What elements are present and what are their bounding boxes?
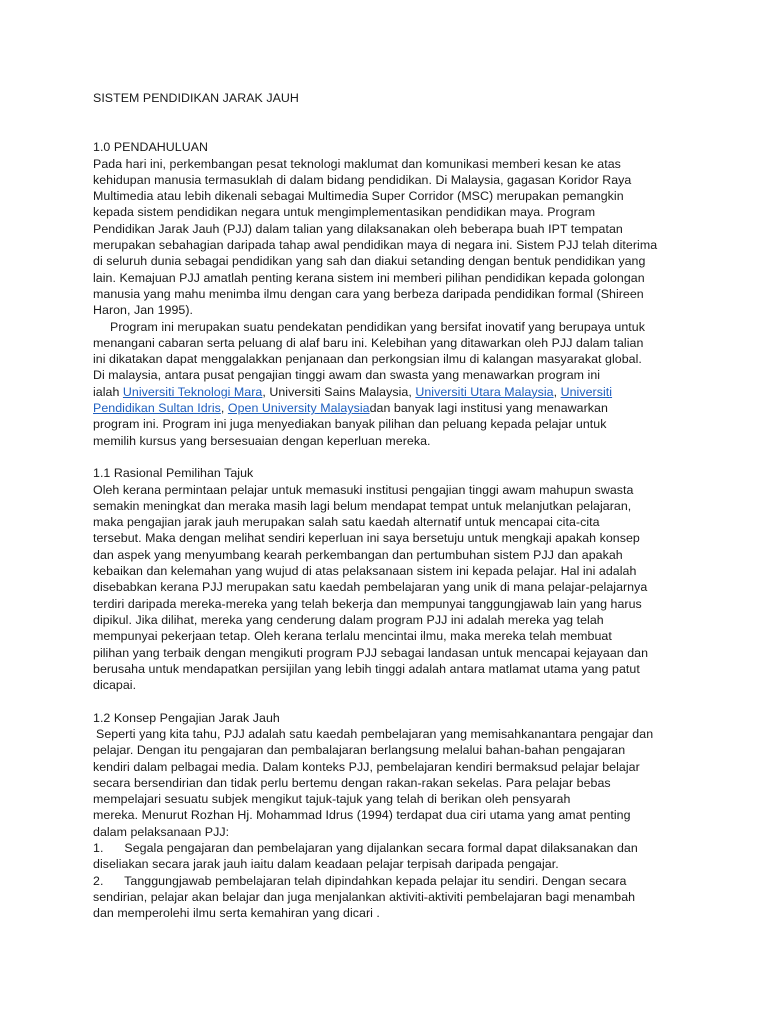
text-line: merupakan sebahagian daripada tahap awal pendidikan maya di negara ini. Sistem PJJ telah diterima: [93, 238, 658, 253]
text-line: dipikul. Jika dilihat, mereka yang cenderung dalam program PJJ ini adalah mereka yag telah: [93, 612, 604, 627]
paragraph-pendahuluan-2: [93, 319, 680, 449]
text-line: tersebut. Maka dengan melihat sendiri keperluan ini saya bersetuju untuk mengkaji apakah konsep: [93, 531, 640, 546]
text-line: Multimedia atau lebih dikenali sebagai Multimedia Super Corridor (MSC) merupakan pemangkin: [93, 189, 624, 204]
text-line: program ini. Program ini juga menyediakan banyak pilihan dan peluang kepada pelajar untuk: [93, 417, 607, 432]
text-span: ,: [220, 401, 228, 416]
text-line: semakin meningkat dan meraka masih lagi belum mendapat tempat untuk melanjutkan pelajaran,: [93, 498, 632, 513]
text-line: diseliakan secara jarak jauh iaitu dalam keadaan pelajar terpisah daripada pengajar.: [93, 857, 559, 872]
text-line: kepada sistem pendidikan negara untuk mengimplementasikan pendidikan maya. Program: [93, 205, 596, 220]
paragraph-konsep: [93, 726, 680, 922]
text-line: dan aspek yang menyumbang kearah perkembangan dan pertumbuhan sistem PJJ dan apakah: [93, 547, 623, 562]
text-line: Oleh kerana permintaan pelajar untuk memasuki institusi pengajian tinggi awam mahupun swasta: [93, 482, 634, 497]
text-line: dicapai.: [93, 678, 137, 693]
text-line: maka pengajian jarak jauh merupakan salah satu kaedah alternatif untuk mencapai cita-cita: [93, 515, 600, 530]
text-line: Di malaysia, antara pusat pengajian tinggi awam dan swasta yang menawarkan program ini: [93, 368, 601, 383]
text-line: ini dikatakan dapat menggalakkan penjanaan dan perkongsian ilmu di kalangan masyarakat global.: [93, 352, 642, 367]
list-item: 2. Tanggungjawab pembelajaran telah dipindahkan kepada pelajar itu sendiri. Dengan secara: [93, 873, 627, 888]
text-line: Program ini merupakan suatu pendekatan pendidikan yang bersifat inovatif yang berupaya untuk: [110, 319, 645, 334]
text-line: Seperti yang kita tahu, PJJ adalah satu kaedah pembelajaran yang memisahkanantara pengajar dan: [96, 726, 654, 741]
text-line: mempunyai pekerjaan tetap. Oleh kerana terlalu mencintai ilmu, maka mereka telah membuat: [93, 629, 612, 644]
text-line: Pendidikan Jarak Jauh (PJJ) dalam talian yang dilaksanakan oleh beberapa buah IPT tempatan: [93, 221, 623, 236]
link-universiti-teknologi-mara[interactable]: Universiti Teknologi Mara: [122, 384, 263, 399]
spacer: [93, 449, 680, 465]
list-item: 1. Segala pengajaran dan pembelajaran yang dijalankan secara formal dapat dilaksanakan dan: [93, 841, 638, 856]
text-line: berusaha untuk mendapatkan persijilan yang lebih tinggi adalah antara matlamat utama yang patut: [93, 661, 640, 676]
text-line: manusia yang mahu menimba ilmu dengan cara yang berbeza daripada pendidikan formal (Shireen: [93, 286, 644, 301]
link-universiti-pendidikan-sultan-idris[interactable]: Universiti: [560, 384, 613, 399]
text-line: memilih kursus yang bersesuaian dengan keperluan mereka.: [93, 433, 431, 448]
paragraph-pendahuluan-1: [93, 156, 680, 319]
text-line: mereka. Menurut Rozhan Hj. Mohammad Idrus (1994) terdapat dua ciri utama yang amat penting: [93, 808, 631, 823]
document-title: SISTEM PENDIDIKAN JARAK JAUH: [93, 91, 299, 105]
text-line: kehidupan manusia termasuklah di dalam bidang pendidikan. Di Malaysia, gagasan Koridor Raya: [93, 172, 632, 187]
text-line: disebabkan kerana PJJ merupakan satu kaedah pembelajaran yang unik di mana pelajar-pelajarnya: [93, 580, 648, 595]
text-line-with-links: [93, 384, 680, 400]
text-line: terdiri daripada mereka-mereka yang telah bekerja dan mempunyai tanggungjawab lain yang harus: [93, 596, 642, 611]
section-heading-pendahuluan: 1.0 PENDAHULUAN: [93, 140, 209, 155]
text-line: lain. Kemajuan PJJ amatlah penting kerana sistem ini memberi pilihan pendidikan kepada golongan: [93, 270, 645, 285]
text-line: sendirian, pelajar akan belajar dan juga menjalankan aktiviti-aktiviti pembelajaran bagi menambah: [93, 889, 636, 904]
text-span: ,: [553, 384, 561, 399]
text-line: kebaikan dan kelemahan yang wujud di atas pelaksanaan sistem ini kepada pelajar. Hal ini adalah: [93, 564, 637, 579]
text-line: Pada hari ini, perkembangan pesat teknologi maklumat dan komunikasi memberi kesan ke atas: [93, 156, 621, 171]
text-span: ialah: [93, 384, 123, 399]
text-line: mempelajari sesuatu subjek mengikut tajuk-tajuk yang telah di berikan oleh pensyarah: [93, 792, 571, 807]
text-line: Haron, Jan 1995).: [93, 303, 194, 318]
text-line: di seluruh dunia sebagai pendidikan yang sah dan diakui setanding dengan bentuk pendidikan yang: [93, 254, 646, 269]
text-line: pilihan yang terbaik dengan mengikuti program PJJ sebagai landasan untuk mencapai kejayaan dan: [93, 645, 649, 660]
text-span: , Universiti Sains Malaysia,: [262, 384, 416, 399]
section-heading-rasional: 1.1 Rasional Pemilihan Tajuk: [93, 466, 254, 481]
text-line-with-links: [93, 400, 680, 416]
paragraph-rasional: [93, 482, 680, 694]
link-universiti-utara-malaysia[interactable]: Universiti Utara Malaysia: [415, 384, 554, 399]
text-line: menangani cabaran serta peluang di alaf baru ini. Kelebihan yang ditawarkan oleh PJJ dalam talian: [93, 335, 644, 350]
text-line: dalam pelaksanaan PJJ:: [93, 824, 230, 839]
spacer: [93, 693, 680, 709]
text-line: kendiri dalam pelbagai media. Dalam konteks PJJ, pembelajaran kendiri bermaksud pelajar belajar: [93, 759, 640, 774]
text-span: dan banyak lagi institusi yang menawarkan: [369, 401, 608, 416]
text-line: secara bersendirian dan tidak perlu bertemu dengan rakan-rakan sekelas. Para pelajar bebas: [93, 775, 611, 790]
text-line: dan memperolehi ilmu serta kemahiran yang dicari .: [93, 906, 380, 921]
link-universiti-pendidikan-sultan-idris[interactable]: Pendidikan Sultan Idris: [93, 401, 221, 416]
text-line: pelajar. Dengan itu pengajaran dan pembalajaran berlangsung melalui bahan-bahan pengajaran: [93, 743, 626, 758]
link-open-university-malaysia[interactable]: Open University Malaysia: [227, 401, 370, 416]
section-heading-konsep: 1.2 Konsep Pengajian Jarak Jauh: [93, 710, 280, 725]
